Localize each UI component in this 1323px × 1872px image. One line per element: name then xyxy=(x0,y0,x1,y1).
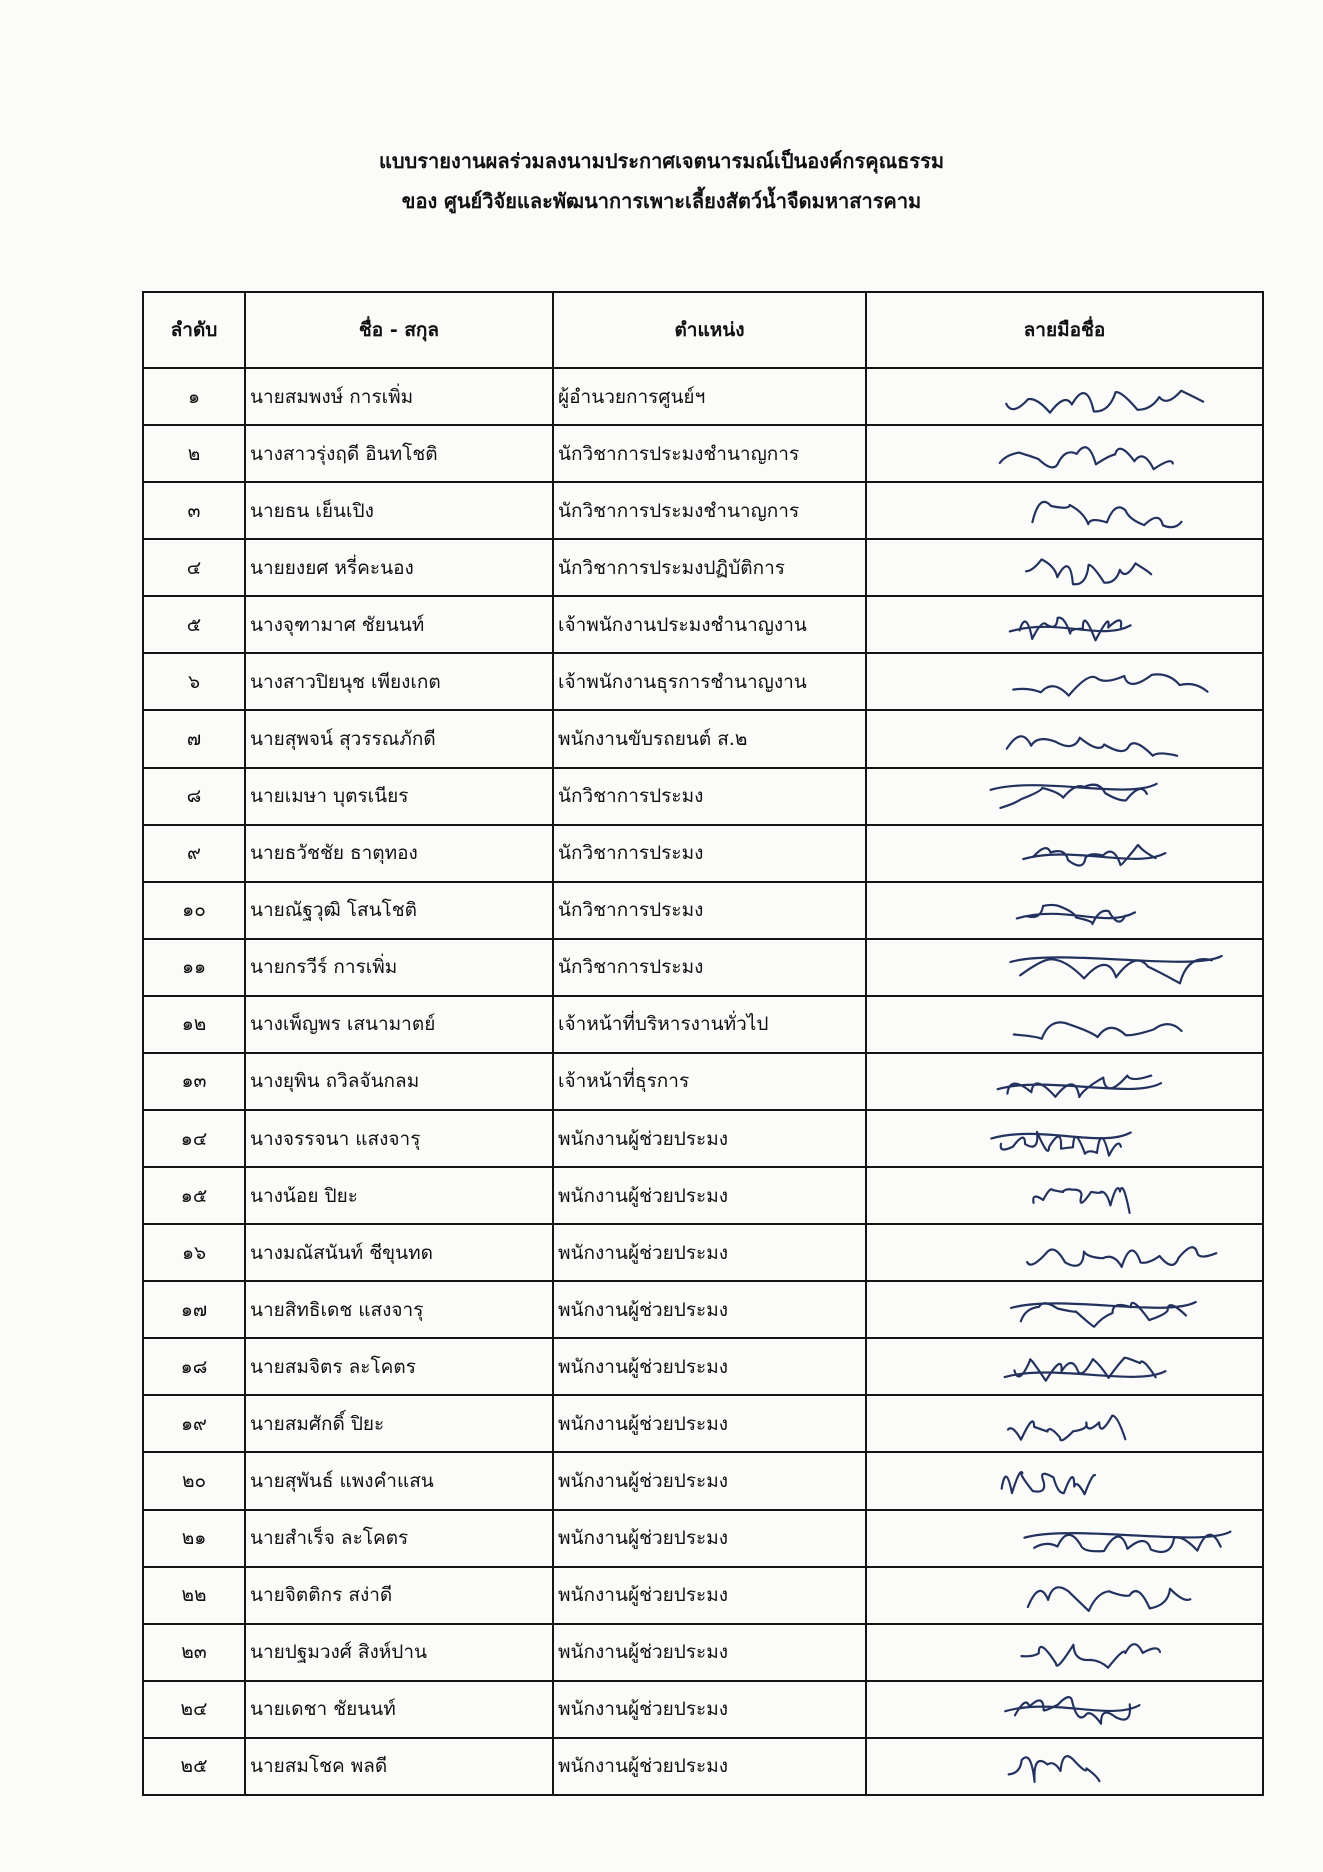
row-name: นายเดชา ชัยนนท์ xyxy=(245,1681,553,1738)
signature-stroke xyxy=(1027,1247,1216,1267)
handwritten-signature xyxy=(871,1682,1258,1736)
table-row xyxy=(143,768,1263,825)
row-signature xyxy=(866,1395,1263,1452)
table-row xyxy=(143,539,1263,596)
table-header-row xyxy=(143,292,1263,368)
row-name: นายสมศักดิ์ ปิยะ xyxy=(245,1395,553,1452)
row-signature xyxy=(866,1681,1263,1738)
row-position: นักวิชาการประมง xyxy=(553,825,866,882)
handwritten-signature xyxy=(871,1283,1258,1337)
signature-stroke xyxy=(1008,1416,1125,1441)
signature-table xyxy=(142,291,1264,1796)
row-number: ๔ xyxy=(143,539,245,596)
row-name: นายสมพงษ์ การเพิ่ม xyxy=(245,368,553,425)
table-row xyxy=(143,1567,1263,1624)
handwritten-signature xyxy=(871,1511,1258,1565)
row-name: นายสมโชค พลดี xyxy=(245,1738,553,1795)
row-position: นักวิชาการประมงชำนาญการ xyxy=(553,482,866,539)
table-row xyxy=(143,482,1263,539)
handwritten-signature xyxy=(871,1625,1258,1679)
row-number: ๒๓ xyxy=(143,1624,245,1681)
table-row xyxy=(143,1681,1263,1738)
row-signature xyxy=(866,653,1263,710)
signature-stroke xyxy=(1021,1303,1186,1327)
row-name: นายจิตติกร สง่าดี xyxy=(245,1567,553,1624)
table-row xyxy=(143,1510,1263,1567)
row-name: นายสมจิตร ละโคตร xyxy=(245,1338,553,1395)
signature-stroke xyxy=(1021,1644,1160,1668)
table-row xyxy=(143,825,1263,882)
row-signature xyxy=(866,882,1263,939)
row-number: ๑๐ xyxy=(143,882,245,939)
row-position: พนักงานผู้ช่วยประมง xyxy=(553,1167,866,1224)
row-signature xyxy=(866,1567,1263,1624)
handwritten-signature xyxy=(871,1739,1258,1793)
handwritten-signature xyxy=(871,541,1258,595)
row-position: พนักงานผู้ช่วยประมง xyxy=(553,1567,866,1624)
row-number: ๒๐ xyxy=(143,1452,245,1509)
table-row xyxy=(143,425,1263,482)
row-position: นักวิชาการประมงปฏิบัติการ xyxy=(553,539,866,596)
document-title: แบบรายงานผลร่วมลงนามประกาศเจตนารมณ์เป็นองค์กรคุณธรรม xyxy=(378,149,945,173)
table-row xyxy=(143,596,1263,653)
handwritten-signature xyxy=(871,1340,1258,1394)
row-signature xyxy=(866,1110,1263,1167)
table-body xyxy=(143,368,1263,1795)
handwritten-signature xyxy=(871,1054,1258,1108)
row-signature xyxy=(866,825,1263,882)
signature-stroke xyxy=(1009,1757,1100,1783)
row-position: นักวิชาการประมง xyxy=(553,768,866,825)
row-number: ๑๒ xyxy=(143,996,245,1053)
table-row xyxy=(143,996,1263,1053)
row-position: พนักงานขับรถยนต์ ส.๒ xyxy=(553,710,866,767)
row-name: นางจุฑามาศ ชัยนนท์ xyxy=(245,596,553,653)
table-row xyxy=(143,1624,1263,1681)
handwritten-signature xyxy=(871,655,1258,709)
row-number: ๙ xyxy=(143,825,245,882)
row-position: เจ้าหน้าที่ธุรการ xyxy=(553,1053,866,1110)
row-name: นายสุพจน์ สุวรรณภักดี xyxy=(245,710,553,767)
row-signature xyxy=(866,768,1263,825)
document-subtitle: ของ ศูนย์วิจัยและพัฒนาการเพาะเลี้ยงสัตว์น้ำจืดมหาสารคาม xyxy=(401,189,922,213)
table-row xyxy=(143,368,1263,425)
handwritten-signature xyxy=(871,883,1258,937)
handwritten-signature xyxy=(871,997,1258,1051)
row-name: นายสำเร็จ ละโคตร xyxy=(245,1510,553,1567)
row-name: นางจรรจนา แสงจารุ xyxy=(245,1110,553,1167)
row-number: ๒๔ xyxy=(143,1681,245,1738)
row-signature xyxy=(866,1510,1263,1567)
signature-stroke xyxy=(1006,390,1203,412)
table-row xyxy=(143,1281,1263,1338)
row-signature xyxy=(866,1738,1263,1795)
row-position: พนักงานผู้ช่วยประมง xyxy=(553,1338,866,1395)
row-signature xyxy=(866,368,1263,425)
handwritten-signature xyxy=(871,769,1258,823)
row-position: นักวิชาการประมง xyxy=(553,882,866,939)
header-no: ลำดับ xyxy=(143,292,245,368)
header-position: ตำแหน่ง xyxy=(553,292,866,368)
row-name: นายธวัชชัย ธาตุทอง xyxy=(245,825,553,882)
signature-stroke xyxy=(1032,502,1181,527)
row-position: เจ้าพนักงานประมงชำนาญงาน xyxy=(553,596,866,653)
row-position: พนักงานผู้ช่วยประมง xyxy=(553,1510,866,1567)
signature-underline xyxy=(1024,1532,1230,1538)
row-name: นายสุพันธ์ แพงคำแสน xyxy=(245,1452,553,1509)
row-name: นายยงยศ หรี่คะนอง xyxy=(245,539,553,596)
row-position: เจ้าหน้าที่บริหารงานทั่วไป xyxy=(553,996,866,1053)
row-signature xyxy=(866,1053,1263,1110)
row-number: ๒๒ xyxy=(143,1567,245,1624)
row-position: พนักงานผู้ช่วยประมง xyxy=(553,1110,866,1167)
signature-stroke xyxy=(1013,674,1207,695)
handwritten-signature xyxy=(871,1112,1258,1166)
row-name: นางน้อย ปิยะ xyxy=(245,1167,553,1224)
table-row xyxy=(143,939,1263,996)
row-number: ๒๕ xyxy=(143,1738,245,1795)
row-name: นางยุพิน ถวิลจันกลม xyxy=(245,1053,553,1110)
row-number: ๑๑ xyxy=(143,939,245,996)
row-number: ๑๖ xyxy=(143,1224,245,1281)
table-row xyxy=(143,1338,1263,1395)
handwritten-signature xyxy=(871,826,1258,880)
signature-stroke xyxy=(1002,1472,1095,1494)
row-position: พนักงานผู้ช่วยประมง xyxy=(553,1224,866,1281)
row-position: ผู้อำนวยการศูนย์ฯ xyxy=(553,368,866,425)
row-signature xyxy=(866,596,1263,653)
row-number: ๕ xyxy=(143,596,245,653)
handwritten-signature xyxy=(871,598,1258,652)
row-name: นายกรวีร์ การเพิ่ม xyxy=(245,939,553,996)
signature-stroke xyxy=(1000,785,1147,808)
row-position: พนักงานผู้ช่วยประมง xyxy=(553,1281,866,1338)
row-position: พนักงานผู้ช่วยประมง xyxy=(553,1738,866,1795)
row-signature xyxy=(866,482,1263,539)
signature-stroke xyxy=(1026,559,1151,584)
row-name: นายปฐมวงศ์ สิงห์ปาน xyxy=(245,1624,553,1681)
row-signature xyxy=(866,1624,1263,1681)
handwritten-signature xyxy=(871,370,1258,424)
row-name: นายสิทธิเดช แสงจารุ xyxy=(245,1281,553,1338)
row-signature xyxy=(866,539,1263,596)
signature-stroke xyxy=(1014,1023,1182,1039)
row-number: ๑๕ xyxy=(143,1167,245,1224)
row-signature xyxy=(866,939,1263,996)
row-number: ๑ xyxy=(143,368,245,425)
table-row xyxy=(143,1452,1263,1509)
row-name: นางเพ็ญพร เสนามาตย์ xyxy=(245,996,553,1053)
row-signature xyxy=(866,1338,1263,1395)
handwritten-signature xyxy=(871,1397,1258,1451)
row-signature xyxy=(866,1452,1263,1509)
row-signature xyxy=(866,710,1263,767)
table-row xyxy=(143,1224,1263,1281)
row-name: นางมณัสนันท์ ชีขุนทด xyxy=(245,1224,553,1281)
table-row xyxy=(143,710,1263,767)
row-number: ๗ xyxy=(143,710,245,767)
row-position: พนักงานผู้ช่วยประมง xyxy=(553,1395,866,1452)
row-number: ๒ xyxy=(143,425,245,482)
row-position: พนักงานผู้ช่วยประมง xyxy=(553,1452,866,1509)
row-number: ๓ xyxy=(143,482,245,539)
table-row xyxy=(143,1053,1263,1110)
row-name: นายเมษา บุตรเนียร xyxy=(245,768,553,825)
handwritten-signature xyxy=(871,427,1258,481)
table-row xyxy=(143,1167,1263,1224)
signature-stroke xyxy=(1028,1587,1191,1611)
signature-underline xyxy=(998,1084,1161,1090)
signature-stroke xyxy=(1033,1188,1129,1213)
table-row xyxy=(143,1110,1263,1167)
row-position: พนักงานผู้ช่วยประมง xyxy=(553,1681,866,1738)
row-number: ๘ xyxy=(143,768,245,825)
row-number: ๑๔ xyxy=(143,1110,245,1167)
header-name: ชื่อ - สกุล xyxy=(245,292,553,368)
row-position: นักวิชาการประมงชำนาญการ xyxy=(553,425,866,482)
row-number: ๑๓ xyxy=(143,1053,245,1110)
row-signature xyxy=(866,1281,1263,1338)
table-row xyxy=(143,653,1263,710)
handwritten-signature xyxy=(871,484,1258,538)
row-name: นางสาวปิยนุช เพียงเกต xyxy=(245,653,553,710)
table-row xyxy=(143,1395,1263,1452)
row-number: ๑๙ xyxy=(143,1395,245,1452)
signature-stroke xyxy=(1000,447,1173,469)
row-position: เจ้าพนักงานธุรการชำนาญงาน xyxy=(553,653,866,710)
handwritten-signature xyxy=(871,712,1258,766)
table-row xyxy=(143,1738,1263,1795)
row-name: นายธน เย็นเปิง xyxy=(245,482,553,539)
header-signature: ลายมือชื่อ xyxy=(866,292,1263,368)
row-signature xyxy=(866,1167,1263,1224)
signature-stroke xyxy=(1007,736,1177,756)
row-signature xyxy=(866,996,1263,1053)
row-position: พนักงานผู้ช่วยประมง xyxy=(553,1624,866,1681)
row-number: ๑๗ xyxy=(143,1281,245,1338)
handwritten-signature xyxy=(871,1226,1258,1280)
handwritten-signature xyxy=(871,940,1258,994)
table-row xyxy=(143,882,1263,939)
row-position: นักวิชาการประมง xyxy=(553,939,866,996)
handwritten-signature xyxy=(871,1454,1258,1508)
handwritten-signature xyxy=(871,1169,1258,1223)
row-signature xyxy=(866,425,1263,482)
row-number: ๒๑ xyxy=(143,1510,245,1567)
row-name: นายณัฐวุฒิ โสนโชติ xyxy=(245,882,553,939)
row-number: ๑๘ xyxy=(143,1338,245,1395)
row-signature xyxy=(866,1224,1263,1281)
row-name: นางสาวรุ่งฤดี อินทโชติ xyxy=(245,425,553,482)
row-number: ๖ xyxy=(143,653,245,710)
handwritten-signature xyxy=(871,1568,1258,1622)
